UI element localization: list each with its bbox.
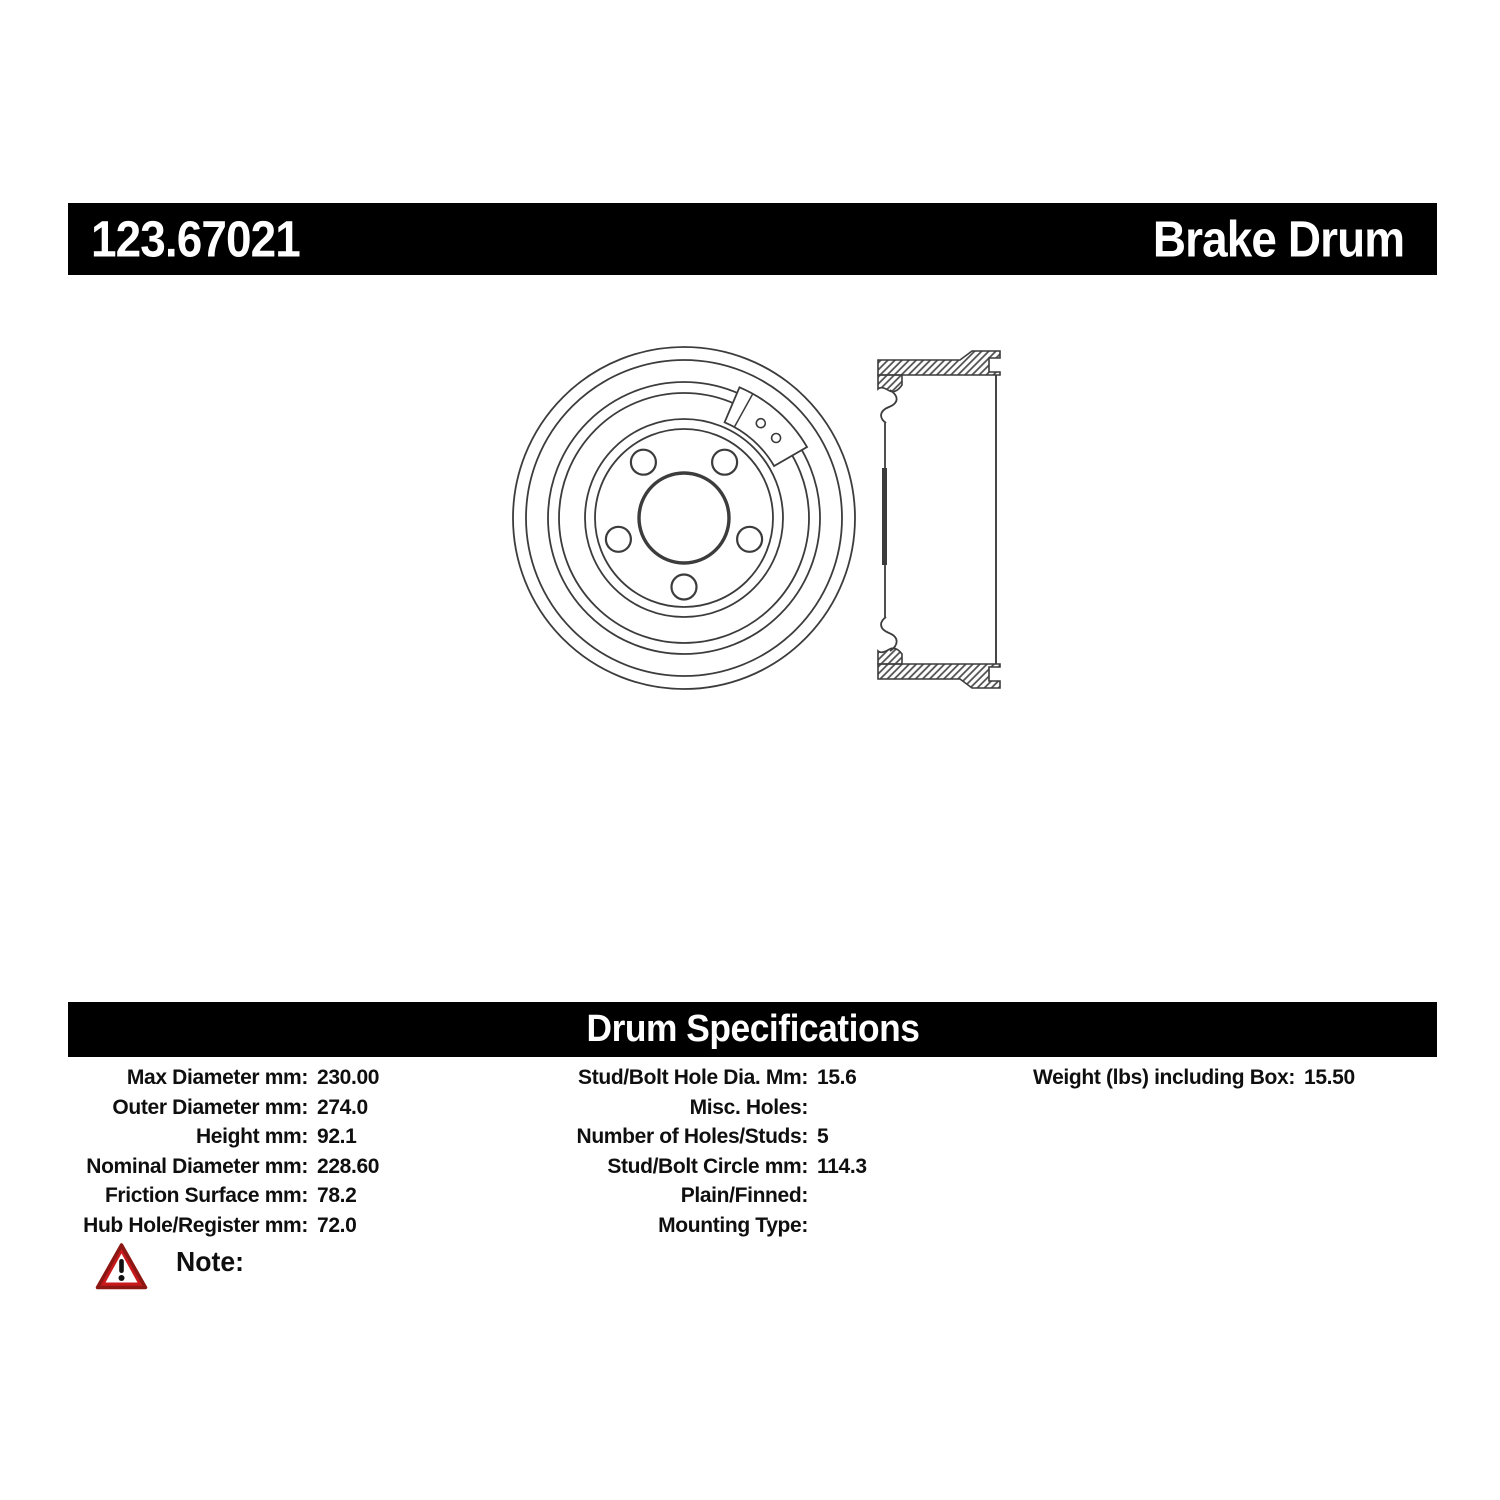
spec-label: Friction Surface mm: bbox=[104, 1184, 308, 1207]
spec-row bbox=[560, 1211, 867, 1241]
spec-value: 274.0 bbox=[317, 1095, 368, 1119]
spec-row bbox=[560, 1152, 867, 1182]
spec-row bbox=[68, 1093, 379, 1123]
spec-label: Height mm: bbox=[195, 1125, 308, 1148]
spec-row bbox=[560, 1122, 867, 1152]
brake-drum-section-view bbox=[878, 351, 1000, 688]
spec-value: 114.3 bbox=[817, 1154, 867, 1178]
note-label: Note: bbox=[176, 1246, 244, 1277]
spec-row bbox=[68, 1211, 379, 1241]
spec-value: 228.60 bbox=[317, 1154, 380, 1178]
spec-row bbox=[560, 1063, 867, 1093]
spec-value: 92.1 bbox=[317, 1125, 357, 1148]
spec-column-middle bbox=[560, 1063, 867, 1240]
spec-row bbox=[68, 1122, 379, 1152]
warning-icon bbox=[95, 1242, 148, 1291]
spec-label: Stud/Bolt Circle mm: bbox=[607, 1154, 808, 1178]
spec-value: 78.2 bbox=[317, 1184, 357, 1207]
spec-label: Weight (lbs) including Box: bbox=[1033, 1066, 1295, 1089]
spec-row bbox=[900, 1063, 1355, 1093]
spec-label: Plain/Finned: bbox=[680, 1184, 808, 1207]
spec-section-bar bbox=[68, 1002, 1437, 1057]
part-number: 123.67021 bbox=[91, 210, 300, 268]
spec-column-right bbox=[900, 1063, 1355, 1093]
spec-column-left bbox=[68, 1063, 379, 1240]
spec-section-title: Drum Specifications bbox=[586, 1008, 919, 1050]
spec-value: 5 bbox=[817, 1125, 829, 1148]
spec-label: Nominal Diameter mm: bbox=[86, 1154, 308, 1178]
spec-label: Misc. Holes: bbox=[689, 1095, 808, 1119]
spec-row bbox=[68, 1063, 379, 1093]
spec-label: Outer Diameter mm: bbox=[112, 1095, 308, 1119]
spec-value: 72.0 bbox=[317, 1213, 357, 1237]
spec-row bbox=[68, 1152, 379, 1182]
spec-label: Number of Holes/Studs: bbox=[576, 1125, 808, 1148]
product-title: Brake Drum bbox=[1152, 210, 1404, 268]
brake-drum-front-view bbox=[513, 347, 855, 689]
spec-row bbox=[68, 1181, 379, 1211]
spec-label: Stud/Bolt Hole Dia. Mm: bbox=[578, 1066, 808, 1089]
spec-value: 15.50 bbox=[1304, 1066, 1355, 1089]
spec-label: Mounting Type: bbox=[658, 1213, 808, 1237]
spec-label: Max Diameter mm: bbox=[126, 1066, 308, 1089]
spec-row bbox=[560, 1093, 867, 1123]
hub-hole bbox=[639, 473, 729, 563]
spec-value: 15.6 bbox=[817, 1066, 857, 1089]
spec-row bbox=[560, 1181, 867, 1211]
spec-label: Hub Hole/Register mm: bbox=[83, 1213, 308, 1237]
balance-weight-tag bbox=[725, 387, 807, 466]
spec-value: 230.00 bbox=[317, 1066, 380, 1089]
